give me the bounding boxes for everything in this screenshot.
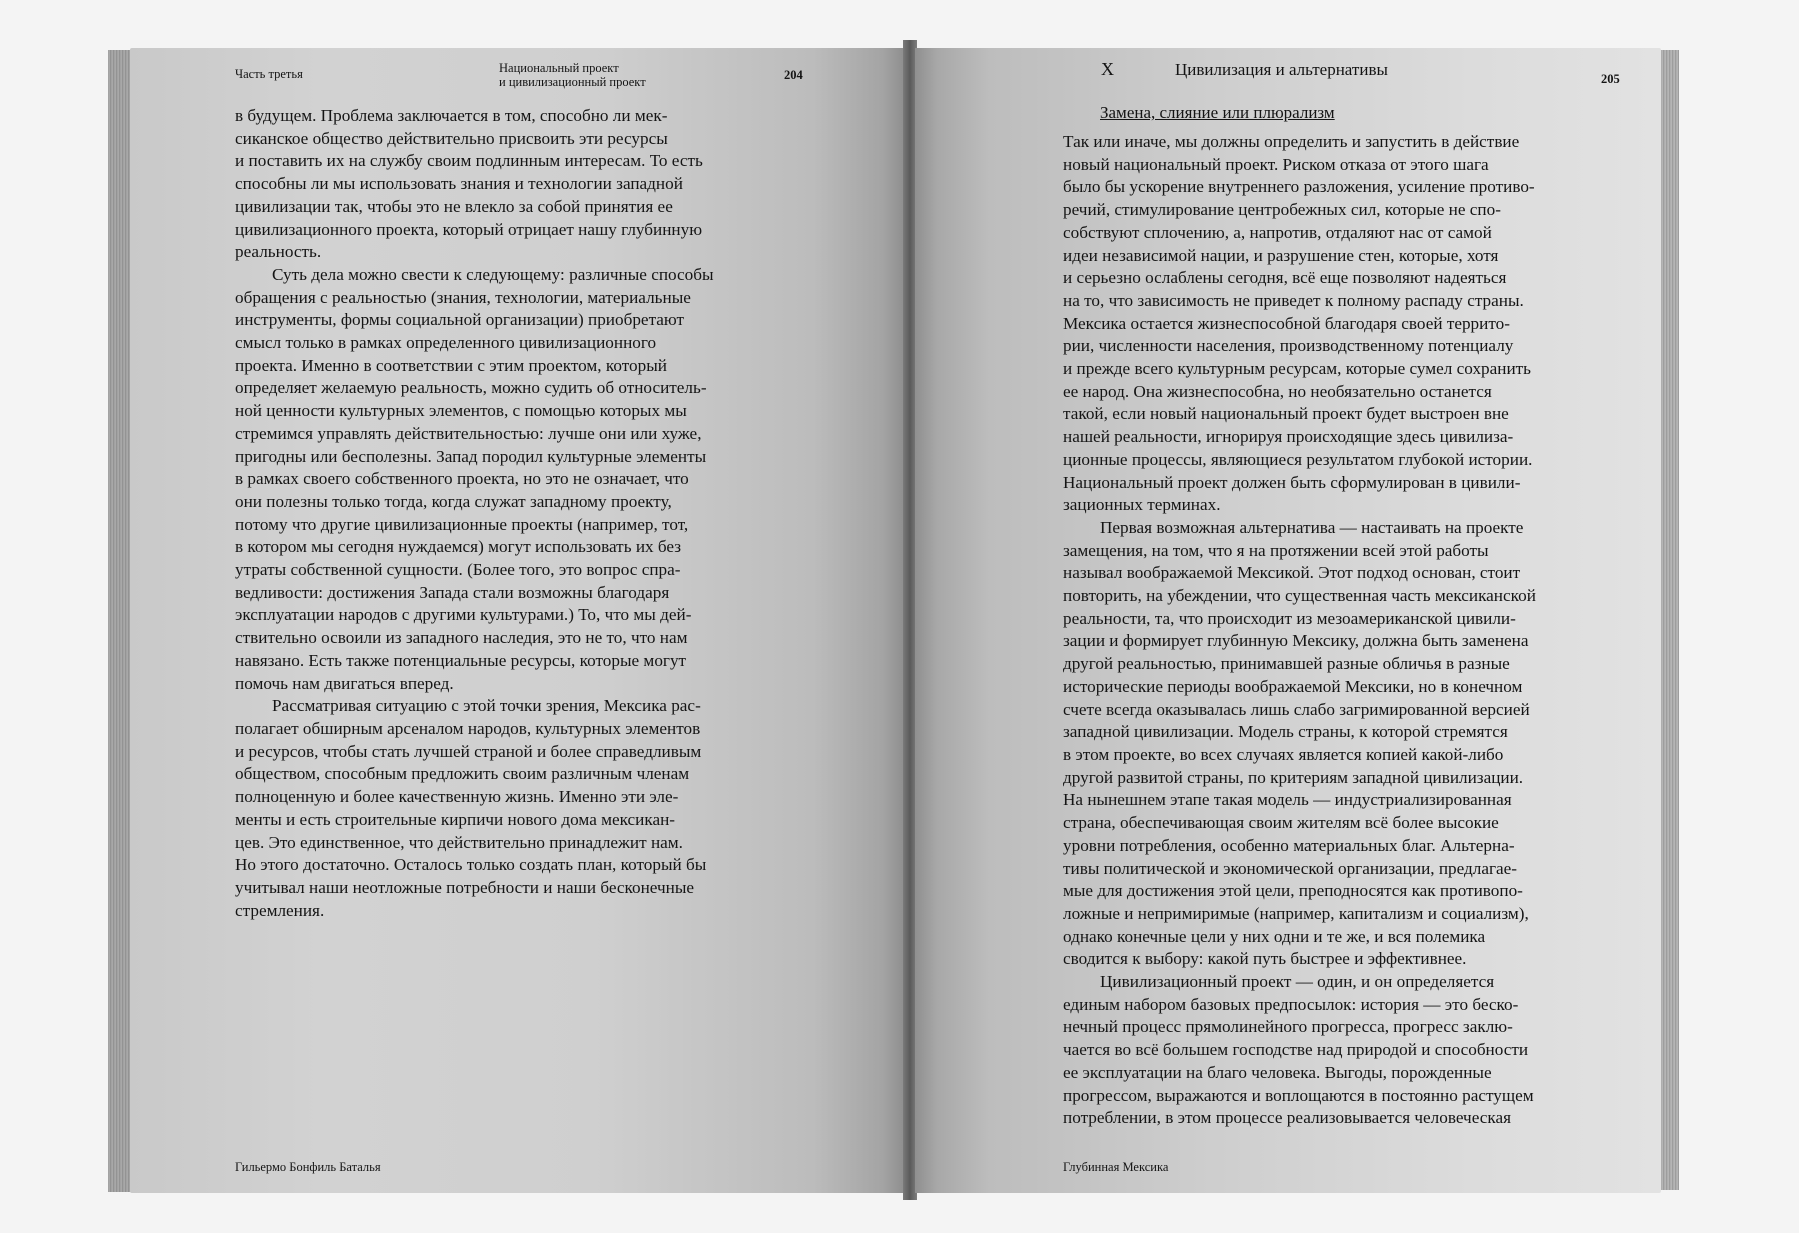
text-line: чается во всё большем господстве над природой и способности (1063, 1040, 1529, 1060)
text-line: однако конечные цели у них одни и те же, и вся полемика (1063, 926, 1486, 946)
text-line: рии, численности населения, производственному потенциалу (1063, 336, 1514, 356)
text-line: уровни потребления, особенно материальных благ. Альтерна- (1063, 835, 1515, 855)
text-line: Суть дела можно свести к следующему: различные способы (272, 264, 714, 284)
text-line: пригодны или бесполезны. Запад породил культурные элементы (235, 446, 707, 466)
text-line: проекта. Именно в соответствии с этим проектом, который (235, 355, 667, 375)
text-line: Первая возможная альтернатива — настаивать на проекте (1100, 517, 1524, 537)
text-line: собствуют сплочению, а, напротив, отдаляют нас от самой (1063, 222, 1492, 242)
text-line: Рассматривая ситуацию с этой точки зрения, Мексика рас- (272, 696, 701, 716)
text-line: счете всегда оказывалась лишь слабо загримированной версией (1063, 699, 1530, 719)
text-line: другой реальностью, принимавшей разные обличья в разные (1063, 654, 1510, 674)
text-line: они полезны только тогда, когда служат западному проекту, (235, 491, 672, 511)
text-line: помочь нам двигаться вперед. (235, 673, 454, 693)
chapter-title: Цивилизация и альтернативы (1175, 60, 1388, 79)
text-line: сводится к выбору: какой путь быстрее и эффективнее. (1063, 949, 1467, 969)
text-line: стремимся управлять действительностью: лучше они или хуже, (235, 423, 702, 443)
text-line: потреблении, в этом процессе реализовывается человеческая (1063, 1108, 1512, 1128)
text-line: в этом проекте, во всех случаях является копией какой-либо (1063, 744, 1504, 764)
text-line: и поставить их на службу своим подлинным интересам. То есть (235, 151, 703, 171)
text-line: нечный процесс прямолинейного прогресса, прогресс заклю- (1063, 1017, 1513, 1037)
text-line: Но этого достаточно. Осталось только создать план, который бы (235, 855, 707, 875)
text-line: ствительно освоили из западного наследия, это не то, что нам (235, 628, 688, 648)
page-number-right: 205 (1601, 72, 1620, 86)
text-line: утраты собственной сущности. (Более того, это вопрос спра- (235, 560, 681, 580)
text-line: инструменты, формы социальной организации) приобретают (235, 310, 685, 330)
text-line: определяет желаемую реальность, можно судить об относитель- (235, 378, 707, 398)
text-line: в котором мы сегодня нуждаемся) могут использовать их без (235, 537, 682, 557)
text-line: на то, что зависимость не приведет к полному распаду страны. (1063, 290, 1524, 310)
left-body-text (235, 105, 714, 922)
text-line: и ресурсов, чтобы стать лучшей страной и более справедливым (235, 741, 702, 761)
text-line: способны ли мы использовать знания и технологии западной (235, 174, 683, 194)
text-line: повторить, на убеждении, что существенная часть мексиканской (1063, 586, 1536, 606)
text-line: ной ценности культурных элементов, с помощью которых мы (235, 401, 687, 421)
right-page (915, 48, 1661, 1193)
text-line: навязано. Есть также потенциальные ресурсы, которые могут (235, 650, 687, 670)
running-head-title-line-1: Национальный проект (499, 61, 619, 75)
text-line: ее эксплуатации на благо человека. Выгоды, порожденные (1063, 1062, 1492, 1082)
text-line: зационных терминах. (1063, 495, 1221, 515)
footer-book-title: Глубинная Мексика (1063, 1160, 1169, 1174)
text-line: ложные и непримиримые (например, капитализм и социализм), (1063, 903, 1529, 923)
text-line: менты и есть строительные кирпичи нового дома мексикан- (235, 809, 676, 829)
text-line: страна, обеспечивающая своим жителям всё более высокие (1063, 813, 1499, 833)
text-line: полагает обширным арсеналом народов, культурных элементов (235, 718, 701, 738)
section-title: Замена, слияние или плюрализм (1100, 103, 1335, 122)
text-line: единым набором базовых предпосылок: история — это беско- (1063, 994, 1519, 1014)
text-line: замещения, на том, что я на протяжении всей этой работы (1063, 540, 1489, 560)
text-line: исторические периоды воображаемой Мексики, но в конечном (1063, 676, 1523, 696)
text-line: сиканское общество действительно присвоить эти ресурсы (235, 128, 668, 148)
text-line: смысл только в рамках определенного цивилизационного (235, 333, 657, 353)
text-line: обращения с реальностью (знания, технологии, материальные (235, 287, 691, 307)
text-line: потому что другие цивилизационные проекты (например, тот, (235, 514, 689, 534)
text-line: учитывал наши неотложные потребности и наши бесконечные (235, 877, 695, 897)
text-line: эксплуатации народов с другими культурами.) То, что мы дей- (235, 605, 692, 625)
text-line: новый национальный проект. Риском отказа от этого шага (1063, 154, 1489, 174)
text-line: обществом, способным предложить своим различным членам (235, 764, 690, 784)
text-line: в будущем. Проблема заключается в том, способно ли мек- (235, 106, 668, 125)
page-number-left: 204 (784, 68, 803, 82)
text-line: речий, стимулирование центробежных сил, которые не спо- (1063, 200, 1501, 220)
chapter-number: X (1101, 59, 1114, 79)
text-line: такой, если новый национальный проект будет выстроен вне (1063, 404, 1509, 424)
text-line: Так или иначе, мы должны определить и запустить в действие (1063, 132, 1520, 151)
text-line: и серьезно ослаблены сегодня, всё еще позволяют надеяться (1063, 268, 1507, 288)
text-line: мые для достижения этой цели, преподносятся как противопо- (1063, 881, 1523, 901)
text-line: было бы ускорение внутреннего разложения, усиление противо- (1063, 177, 1535, 197)
text-line: западной цивилизации. Модель страны, к которой стремятся (1063, 722, 1508, 742)
text-line: тивы политической и экономической организации, предлагае- (1063, 858, 1518, 878)
text-line: цивилизационного проекта, который отрицает нашу глубинную (235, 219, 703, 239)
text-line: идеи независимой нации, и разрушение стен, которые, хотя (1063, 245, 1499, 265)
right-body-text (1063, 131, 1536, 1130)
running-head-title-line-2: и цивилизационный проект (499, 75, 646, 89)
text-line: Мексика остается жизнеспособной благодаря своей террито- (1063, 313, 1510, 333)
text-line: полноценную и более качественную жизнь. Именно эти эле- (235, 787, 679, 807)
text-line: ее народ. Она жизнеспособна, но необязательно останется (1063, 381, 1492, 401)
text-line: Национальный проект должен быть сформулирован в цивили- (1063, 472, 1521, 492)
footer-author: Гильермо Бонфиль Баталья (235, 1160, 381, 1174)
text-line: прогрессом, выражаются и воплощаются в постоянно растущем (1063, 1085, 1534, 1105)
text-line: и прежде всего культурным ресурсам, которые сумел сохранить (1063, 359, 1532, 379)
text-line: другой развитой страны, по критериям западной цивилизации. (1063, 767, 1524, 787)
text-line: ведливости: достижения Запада стали возможны благодаря (235, 582, 670, 602)
running-head-part: Часть третья (235, 67, 303, 81)
text-line: зации и формирует глубинную Мексику, должна быть заменена (1063, 631, 1529, 651)
text-line: реальность. (235, 242, 322, 262)
text-line: Цивилизационный проект — один, и он определяется (1100, 972, 1495, 992)
text-line: цивилизации так, чтобы это не влекло за собой принятия ее (235, 196, 673, 216)
text-line: На нынешнем этапе такая модель — индустриализированная (1063, 790, 1512, 810)
text-line: нашей реальности, игнорируя происходящие здесь цивилиза- (1063, 427, 1514, 447)
text-line: реальности, та, что происходит из мезоамериканской цивили- (1063, 608, 1516, 628)
text-line: называл воображаемой Мексикой. Этот подход основан, стоит (1063, 563, 1521, 583)
text-line: стремления. (235, 900, 325, 920)
text-line: ционные процессы, являющиеся результатом глубокой истории. (1063, 449, 1533, 469)
text-line: цев. Это единственное, что действительно принадлежит нам. (235, 832, 683, 852)
left-page (130, 48, 906, 1193)
text-line: в рамках своего собственного проекта, но это не означает, что (235, 469, 689, 489)
